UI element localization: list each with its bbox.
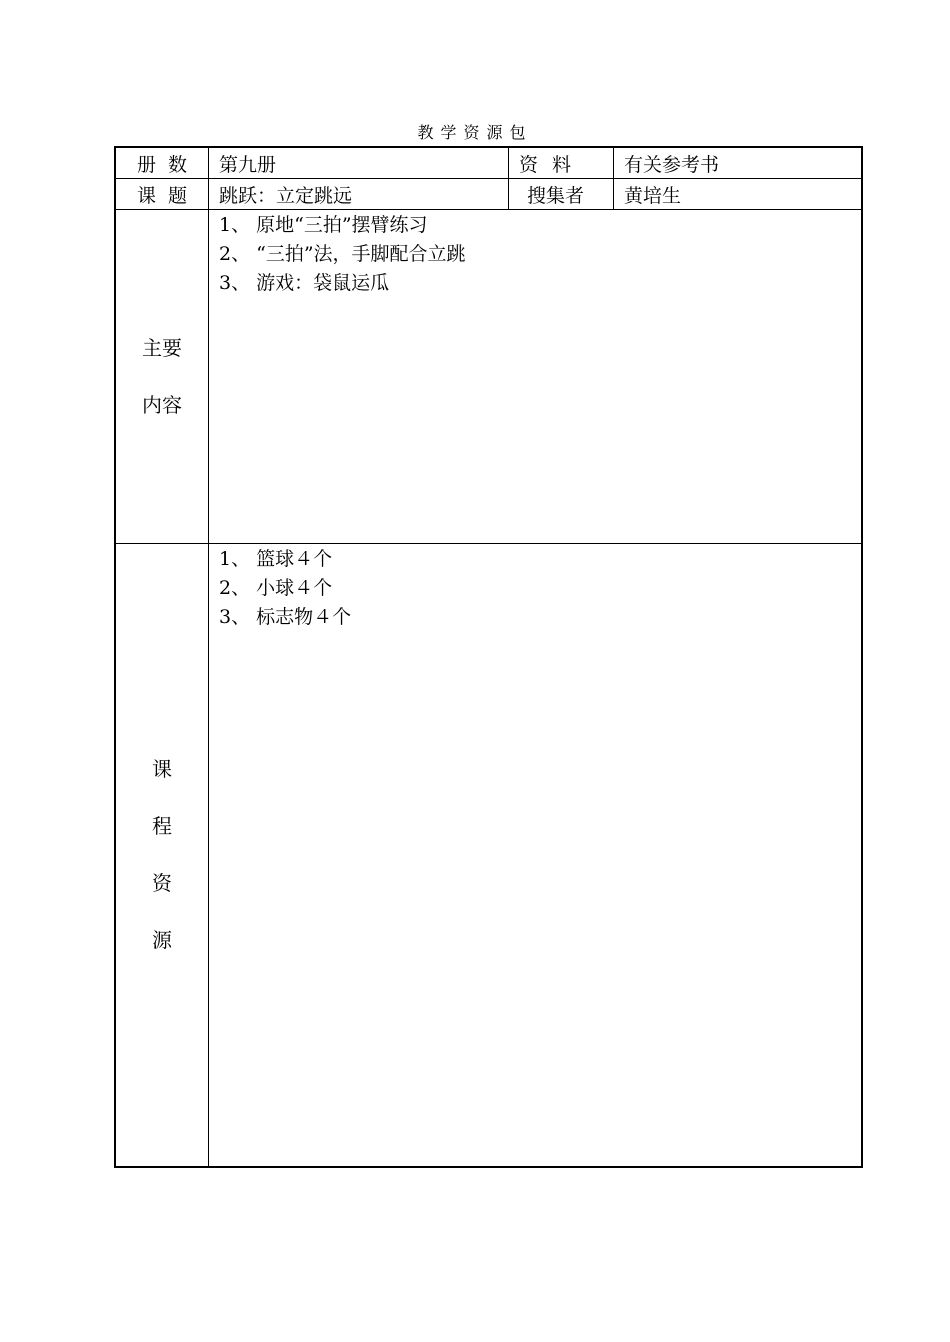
- course-resources-label-char: 程: [152, 814, 172, 838]
- materials-label: 资料: [519, 153, 586, 176]
- course-resources-label-cell: [115, 544, 209, 1168]
- volume-value: 第九册: [219, 153, 277, 176]
- volume-label-cell: [115, 147, 209, 179]
- topic-label: 课题: [136, 184, 199, 207]
- main-content-list: [209, 210, 861, 298]
- topic-label-cell: [115, 179, 209, 210]
- course-resources-list: [209, 544, 861, 632]
- main-content-label: [116, 320, 208, 434]
- materials-label-cell: [509, 147, 614, 179]
- list-item: 3、 游戏：袋鼠运瓜: [219, 272, 390, 294]
- course-resources-cell: [209, 544, 863, 1168]
- main-content-label-line: 内容: [142, 392, 182, 417]
- list-item: 2、 小球４个: [219, 577, 333, 599]
- collector-label: 搜集者: [527, 184, 585, 207]
- collector-label-cell: [509, 179, 614, 210]
- table-row-volume: [115, 147, 862, 179]
- materials-value: 有关参考书: [624, 153, 720, 176]
- materials-value-cell: [614, 147, 863, 179]
- main-content-label-cell: [115, 210, 209, 544]
- course-resources-label-char: 资: [152, 871, 172, 895]
- collector-value: 黄培生: [624, 184, 682, 207]
- list-item: 1、 原地“三拍”摆臂练习: [219, 214, 428, 236]
- table-row-main-content: [115, 210, 862, 544]
- course-resources-label-char: 源: [152, 928, 172, 952]
- page-title: 教学资源包: [417, 123, 533, 142]
- list-item: 2、 “三拍”法，手脚配合立跳: [219, 243, 466, 265]
- course-resources-label-char: 课: [152, 757, 172, 781]
- volume-label: 册数: [136, 153, 199, 176]
- volume-value-cell: [209, 147, 509, 179]
- resource-table: [114, 146, 863, 1168]
- topic-value-cell: [209, 179, 509, 210]
- collector-value-cell: [614, 179, 863, 210]
- list-item: 3、 标志物４个: [219, 606, 352, 628]
- main-content-cell: [209, 210, 863, 544]
- topic-value: 跳跃：立定跳远: [219, 184, 353, 207]
- main-content-label-line: 主要: [142, 335, 182, 360]
- table-row-topic: [115, 179, 862, 210]
- table-row-course-resources: [115, 544, 862, 1168]
- course-resources-label: [116, 741, 208, 969]
- list-item: 1、 篮球４个: [219, 548, 333, 570]
